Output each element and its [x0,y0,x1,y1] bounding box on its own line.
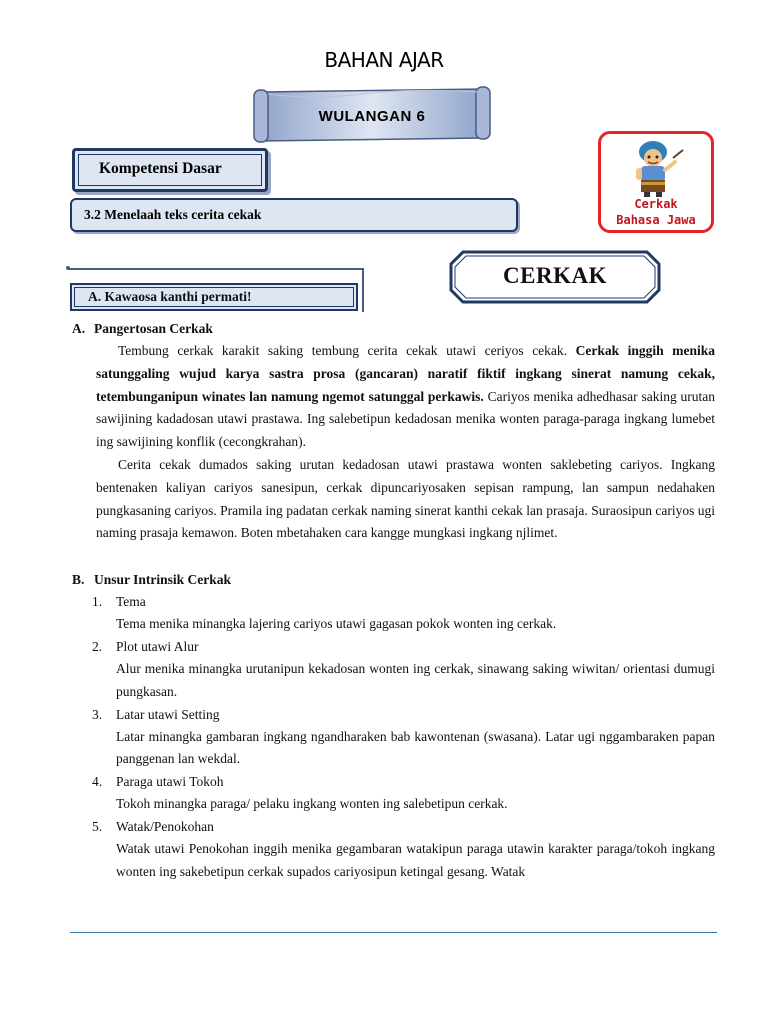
section-a-heading [72,318,715,340]
item-title: Watak/Penokohan [116,818,214,834]
list-item-body: Alur menika minangka urutanipun kekadosan wonten ing cerkak, sinawang saking wiwitan/ orientasi dumugi pungkasan. [116,660,715,699]
item-title: Plot utawi Alur [116,638,199,654]
section-b-title: Unsur Intrinsik Cerkak [94,572,232,588]
p1-definition: Cerkak inggih menika satunggaling wujud karya sastra prosa (gancaran) naratif fiktif ingkang sinerat namung cekak, tetembunganipun winates lan namung ngemot satunggal perkawis. [96,343,715,404]
item-number: 5. [92,818,103,834]
divider-dot [66,266,70,270]
list-item-head [72,591,715,613]
divider-vertical [362,268,364,312]
item-number: 4. [92,774,103,790]
list-item-body: Latar minangka gambaran ingkang ngandharaken bab kawontenan (swasana). Latar ugi nggambaraken papan panggenan lan wekdal. [116,728,715,767]
item-number: 3. [92,706,103,722]
document-title: BAHAN AJAR [324,48,444,72]
item-title: Paraga utawi Tokoh [116,774,224,790]
instruction-box [70,283,358,311]
item-number: 1. [92,594,103,610]
section-a-title: Pangertosan Cerkak [94,321,213,336]
divider-line [68,268,364,270]
list-item-head [72,816,715,838]
item-title: Latar utawi Setting [116,706,220,722]
section-a-paragraph-1 [72,340,715,454]
lesson-label: WULANGAN 6 [318,108,426,125]
item-title: Tema [116,594,146,610]
footer-line [70,932,717,933]
section-a-marker: A. [72,321,86,336]
p1-rest: Cariyos menika adhedhasar saking urutan sawijining kadadosan utawi prastawa. Ing salebetipun kedadosan menika wonten paraga-paraga ingkang lumebet ing sawijining konflik (cecongkrahan). [96,388,715,450]
cerkak-badge [449,250,661,304]
list-item-head [72,771,715,793]
logo-caption [601,196,711,228]
main-content [72,318,715,884]
list-item-body: Watak utawi Penokohan inggih menika gegambaran watakipun paraga utawin karakter paraga/tokoh ingkang wonten ing sakebetipun cerkak supados cariyosipun ketingal gesang. Watak [116,840,715,879]
competency-label-box [72,148,268,192]
badge-text: CERKAK [503,263,607,288]
p1-intro: Tembung cerkak karakit saking tembung cerita cekak utawi ceriyos cekak. [118,343,576,358]
instruction-text: A. Kawaosa kanthi permati! [88,289,252,304]
list-item-head [72,636,715,658]
logo-caption-line1: Cerkak [634,197,678,211]
competency-value-box [70,198,518,232]
competency-label: Kompetensi Dasar [99,160,222,177]
cerkak-logo [598,131,714,233]
character-illustration-icon [601,136,711,198]
section-b-marker: B. [72,572,85,588]
item-number: 2. [92,638,103,654]
section-b-heading [72,569,715,591]
list-item-body: Tokoh minangka paraga/ pelaku ingkang wonten ing salebetipun cerkak. [116,796,508,812]
lesson-scroll-banner [252,86,492,144]
list-item-head [72,704,715,726]
list-item-body: Tema menika minangka lajering cariyos utawi gagasan pokok wonten ing cerkak. [116,616,557,632]
section-a-paragraph-2: Cerita cekak dumados saking urutan kedadosan utawi prastawa wonten saklebeting cariyos. Ingkang bentenaken kaliyan cariyos sanesipun, cerkak dipuncariyosaken sepisan rampung, lan sampun nedahaken pungkasaning cariyos. Pramila ing padatan cerkak naming sinerat kanthi cekak lan prasaja. Suraosipun cariyos ugi naming prasaja kemawon. Boten mbetahaken cara kangge mungkasi ingkang njlimet. [96,456,715,541]
logo-caption-line2: Bahasa Jawa [616,213,696,227]
competency-value: 3.2 Menelaah teks cerita cekak [84,207,262,222]
